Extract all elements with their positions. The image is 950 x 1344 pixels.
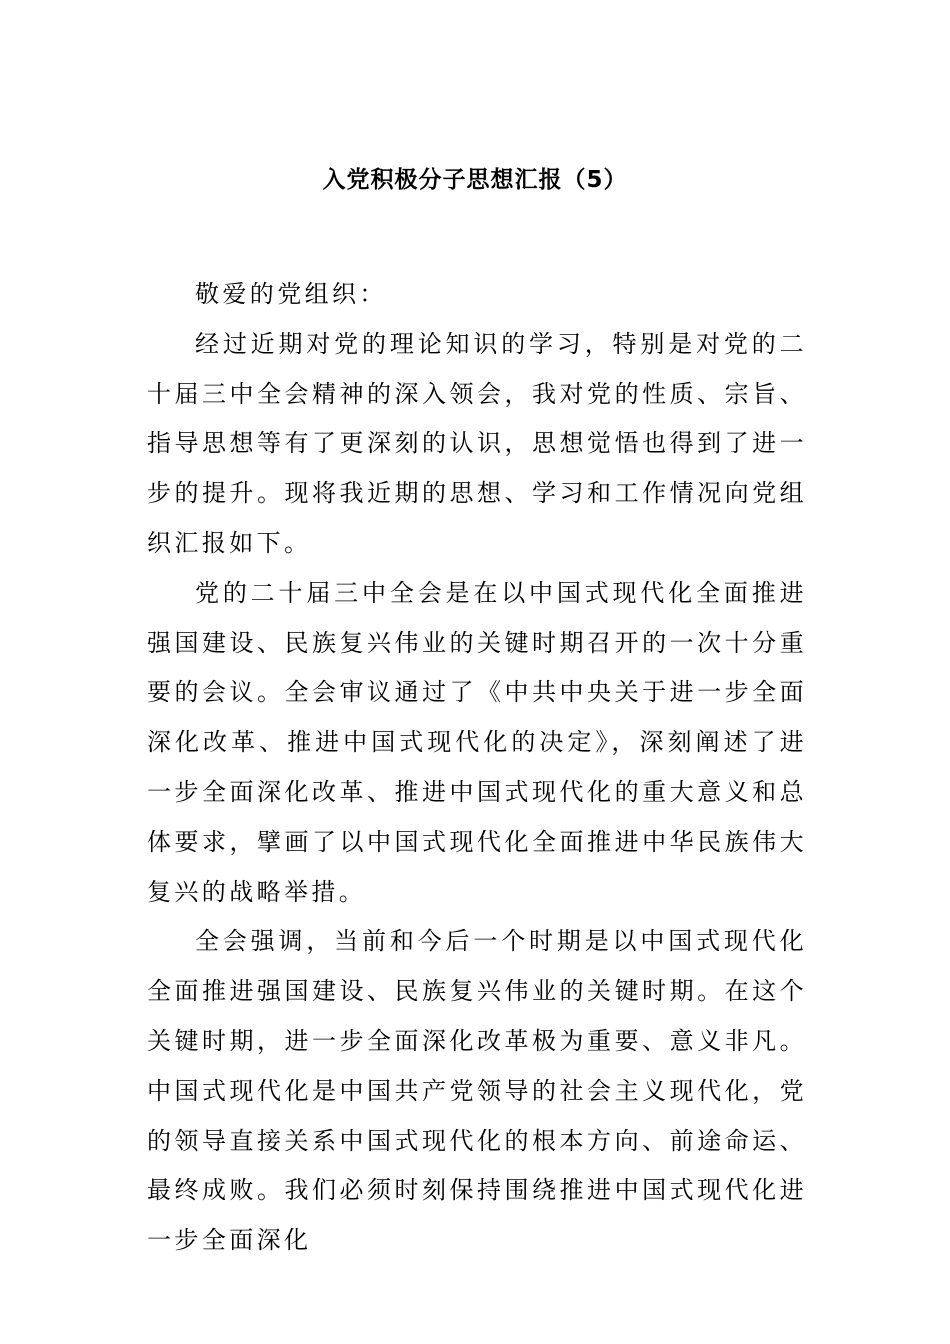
salutation: 敬爱的党组织： xyxy=(195,280,387,308)
paragraph-2: 党的二十届三中全会是在以中国式现代化全面推进强国建设、民族复兴伟业的关键时期召开的一次十分重要的会议。全会审议通过了《中共中央关于进一步全面深化改革、推进中国式现代化的决定》，深刻阐述了进一步全面深化改革、推进中国式现代化的重大意义和总体要求，擘画了以中国式现代化全面推进中华民族伟大复兴的战略举措。 xyxy=(147,578,807,906)
document-body xyxy=(147,270,807,1266)
paragraph-1: 经过近期对党的理论知识的学习，特别是对党的二十届三中全会精神的深入领会，我对党的性质、宗旨、指导思想等有了更深刻的认识，思想觉悟也得到了进一步的提升。现将我近期的思想、学习和工作情况向党组织汇报如下。 xyxy=(147,329,807,557)
paragraph-3: 全会强调，当前和今后一个时期是以中国式现代化全面推进强国建设、民族复兴伟业的关键时期。在这个关键时期，进一步全面深化改革极为重要、意义非凡。中国式现代化是中国共产党领导的社会主义现代化，党的领导直接关系中国式现代化的根本方向、前途命运、最终成败。我们必须时刻保持围绕推进中国式现代化进一步全面深化 xyxy=(147,927,807,1255)
document-title: 入党积极分子思想汇报（5） xyxy=(322,167,628,193)
